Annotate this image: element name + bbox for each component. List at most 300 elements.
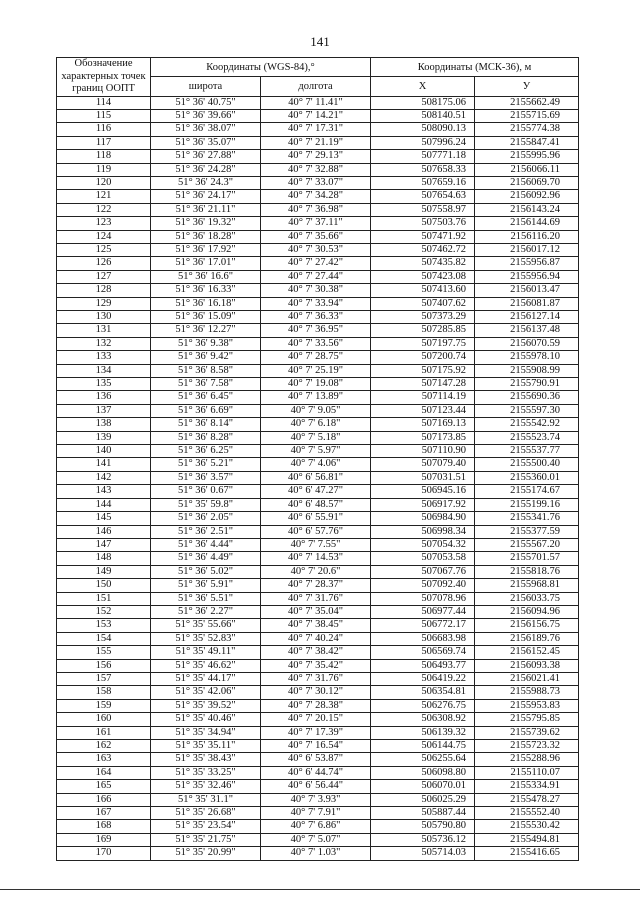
cell-x: 506984.90	[371, 512, 475, 525]
table-row	[57, 270, 579, 283]
cell-x: 507169.13	[371, 418, 475, 431]
cell-latitude: 51° 36' 21.11"	[151, 203, 261, 216]
cell-y: 2156081.87	[475, 297, 579, 310]
cell-y: 2155377.59	[475, 525, 579, 538]
cell-latitude: 51° 36' 6.69"	[151, 404, 261, 417]
cell-latitude: 51° 35' 46.62"	[151, 659, 261, 672]
cell-y: 2155523.74	[475, 431, 579, 444]
cell-latitude: 51° 35' 35.11"	[151, 740, 261, 753]
cell-x: 507423.08	[371, 270, 475, 283]
cell-x: 507503.76	[371, 217, 475, 230]
cell-point: 131	[57, 324, 151, 337]
cell-point: 118	[57, 150, 151, 163]
cell-y: 2155662.49	[475, 96, 579, 109]
cell-point: 124	[57, 230, 151, 243]
table-row	[57, 726, 579, 739]
cell-latitude: 51° 35' 31.1"	[151, 793, 261, 806]
cell-point: 141	[57, 458, 151, 471]
cell-point: 150	[57, 579, 151, 592]
cell-y: 2155334.91	[475, 780, 579, 793]
cell-latitude: 51° 36' 7.58"	[151, 378, 261, 391]
cell-point: 154	[57, 632, 151, 645]
cell-point: 156	[57, 659, 151, 672]
cell-longitude: 40° 7' 38.42"	[261, 646, 371, 659]
cell-point: 138	[57, 418, 151, 431]
cell-longitude: 40° 7' 7.55"	[261, 538, 371, 551]
table-row	[57, 565, 579, 578]
cell-x: 507054.32	[371, 538, 475, 551]
cell-longitude: 40° 7' 36.95"	[261, 324, 371, 337]
cell-longitude: 40° 7' 33.56"	[261, 337, 371, 350]
cell-point: 115	[57, 109, 151, 122]
cell-latitude: 51° 36' 40.75"	[151, 96, 261, 109]
cell-latitude: 51° 35' 42.06"	[151, 686, 261, 699]
cell-x: 507147.28	[371, 378, 475, 391]
cell-longitude: 40° 6' 48.57"	[261, 498, 371, 511]
cell-x: 507462.72	[371, 243, 475, 256]
cell-longitude: 40° 6' 44.74"	[261, 766, 371, 779]
cell-longitude: 40° 6' 47.27"	[261, 485, 371, 498]
table-row	[57, 793, 579, 806]
table-body	[57, 96, 579, 860]
cell-y: 2155500.40	[475, 458, 579, 471]
cell-latitude: 51° 35' 20.99"	[151, 847, 261, 860]
cell-y: 2156021.41	[475, 672, 579, 685]
cell-point: 165	[57, 780, 151, 793]
cell-y: 2155701.57	[475, 552, 579, 565]
table-row	[57, 243, 579, 256]
table-row	[57, 646, 579, 659]
cell-longitude: 40° 7' 25.19"	[261, 364, 371, 377]
table-row	[57, 163, 579, 176]
cell-latitude: 51° 36' 27.88"	[151, 150, 261, 163]
table-row	[57, 136, 579, 149]
cell-longitude: 40° 7' 5.97"	[261, 445, 371, 458]
cell-x: 507079.40	[371, 458, 475, 471]
cell-longitude: 40° 7' 28.75"	[261, 351, 371, 364]
table-row	[57, 485, 579, 498]
header-longitude: долгота	[261, 77, 371, 96]
cell-longitude: 40° 7' 6.18"	[261, 418, 371, 431]
table-row	[57, 847, 579, 860]
cell-y: 2155110.07	[475, 766, 579, 779]
cell-point: 169	[57, 833, 151, 846]
cell-latitude: 51° 36' 2.05"	[151, 512, 261, 525]
table-row	[57, 123, 579, 136]
table-row	[57, 525, 579, 538]
cell-y: 2155478.27	[475, 793, 579, 806]
cell-y: 2155530.42	[475, 820, 579, 833]
cell-y: 2155790.91	[475, 378, 579, 391]
table-row	[57, 445, 579, 458]
cell-y: 2156137.48	[475, 324, 579, 337]
cell-x: 506493.77	[371, 659, 475, 672]
cell-latitude: 51° 35' 21.75"	[151, 833, 261, 846]
table-row	[57, 807, 579, 820]
cell-x: 507471.92	[371, 230, 475, 243]
table-row	[57, 619, 579, 632]
cell-point: 125	[57, 243, 151, 256]
cell-point: 153	[57, 619, 151, 632]
cell-point: 166	[57, 793, 151, 806]
cell-longitude: 40° 7' 17.39"	[261, 726, 371, 739]
table-row	[57, 378, 579, 391]
table-row	[57, 780, 579, 793]
table-row	[57, 672, 579, 685]
table-row	[57, 337, 579, 350]
table-row	[57, 190, 579, 203]
table-row	[57, 659, 579, 672]
cell-x: 508175.06	[371, 96, 475, 109]
cell-latitude: 51° 36' 5.91"	[151, 579, 261, 592]
cell-x: 506255.64	[371, 753, 475, 766]
cell-point: 140	[57, 445, 151, 458]
table-row	[57, 579, 579, 592]
table-row	[57, 431, 579, 444]
cell-latitude: 51° 35' 55.66"	[151, 619, 261, 632]
table-row	[57, 820, 579, 833]
cell-y: 2156156.75	[475, 619, 579, 632]
cell-y: 2155690.36	[475, 391, 579, 404]
cell-latitude: 51° 36' 24.28"	[151, 163, 261, 176]
cell-longitude: 40° 7' 29.13"	[261, 150, 371, 163]
cell-longitude: 40° 7' 27.42"	[261, 257, 371, 270]
cell-x: 506977.44	[371, 605, 475, 618]
cell-x: 506098.80	[371, 766, 475, 779]
cell-x: 506683.98	[371, 632, 475, 645]
table-row	[57, 740, 579, 753]
cell-point: 148	[57, 552, 151, 565]
cell-point: 117	[57, 136, 151, 149]
cell-x: 507659.16	[371, 176, 475, 189]
cell-latitude: 51° 36' 19.32"	[151, 217, 261, 230]
cell-latitude: 51° 36' 4.49"	[151, 552, 261, 565]
cell-y: 2155968.81	[475, 579, 579, 592]
cell-x: 506070.01	[371, 780, 475, 793]
cell-point: 120	[57, 176, 151, 189]
cell-x: 507175.92	[371, 364, 475, 377]
cell-y: 2155995.96	[475, 150, 579, 163]
cell-latitude: 51° 35' 40.46"	[151, 713, 261, 726]
cell-x: 506917.92	[371, 498, 475, 511]
table-row	[57, 512, 579, 525]
cell-y: 2155818.76	[475, 565, 579, 578]
cell-point: 122	[57, 203, 151, 216]
cell-x: 506144.75	[371, 740, 475, 753]
header-x: X	[371, 77, 475, 96]
cell-y: 2155956.94	[475, 270, 579, 283]
cell-longitude: 40° 7' 20.15"	[261, 713, 371, 726]
cell-x: 506139.32	[371, 726, 475, 739]
cell-longitude: 40° 7' 35.66"	[261, 230, 371, 243]
cell-point: 123	[57, 217, 151, 230]
cell-point: 133	[57, 351, 151, 364]
cell-point: 157	[57, 672, 151, 685]
cell-y: 2155723.32	[475, 740, 579, 753]
cell-x: 505887.44	[371, 807, 475, 820]
cell-longitude: 40° 7' 28.38"	[261, 699, 371, 712]
cell-point: 130	[57, 311, 151, 324]
cell-point: 116	[57, 123, 151, 136]
cell-longitude: 40° 7' 33.94"	[261, 297, 371, 310]
cell-longitude: 40° 7' 21.19"	[261, 136, 371, 149]
cell-point: 121	[57, 190, 151, 203]
cell-longitude: 40° 7' 5.18"	[261, 431, 371, 444]
cell-x: 507996.24	[371, 136, 475, 149]
cell-point: 139	[57, 431, 151, 444]
cell-x: 507200.74	[371, 351, 475, 364]
cell-latitude: 51° 36' 3.57"	[151, 471, 261, 484]
cell-y: 2156093.38	[475, 659, 579, 672]
header-msk: Координаты (МСК-36), м	[371, 58, 579, 77]
cell-x: 507031.51	[371, 471, 475, 484]
cell-x: 507053.58	[371, 552, 475, 565]
cell-x: 506569.74	[371, 646, 475, 659]
cell-y: 2155341.76	[475, 512, 579, 525]
cell-latitude: 51° 36' 24.17"	[151, 190, 261, 203]
cell-point: 144	[57, 498, 151, 511]
cell-x: 507110.90	[371, 445, 475, 458]
cell-point: 158	[57, 686, 151, 699]
cell-longitude: 40° 7' 27.44"	[261, 270, 371, 283]
cell-latitude: 51° 36' 16.33"	[151, 284, 261, 297]
cell-point: 132	[57, 337, 151, 350]
cell-x: 507114.19	[371, 391, 475, 404]
cell-x: 506998.34	[371, 525, 475, 538]
cell-y: 2156116.20	[475, 230, 579, 243]
cell-longitude: 40° 7' 30.12"	[261, 686, 371, 699]
table-row	[57, 257, 579, 270]
cell-latitude: 51° 36' 2.51"	[151, 525, 261, 538]
cell-point: 167	[57, 807, 151, 820]
table-row	[57, 498, 579, 511]
header-latitude: широта	[151, 77, 261, 96]
cell-y: 2155597.30	[475, 404, 579, 417]
cell-point: 143	[57, 485, 151, 498]
cell-y: 2156013.47	[475, 284, 579, 297]
cell-x: 507771.18	[371, 150, 475, 163]
table-row	[57, 351, 579, 364]
cell-y: 2156094.96	[475, 605, 579, 618]
cell-latitude: 51° 36' 38.07"	[151, 123, 261, 136]
cell-longitude: 40° 7' 14.53"	[261, 552, 371, 565]
cell-latitude: 51° 36' 9.42"	[151, 351, 261, 364]
cell-longitude: 40° 7' 35.04"	[261, 605, 371, 618]
cell-point: 129	[57, 297, 151, 310]
table-row	[57, 471, 579, 484]
table-row	[57, 632, 579, 645]
cell-y: 2155542.92	[475, 418, 579, 431]
cell-latitude: 51° 36' 39.66"	[151, 109, 261, 122]
cell-point: 134	[57, 364, 151, 377]
cell-latitude: 51° 35' 32.46"	[151, 780, 261, 793]
cell-longitude: 40° 7' 34.28"	[261, 190, 371, 203]
table-row	[57, 605, 579, 618]
cell-longitude: 40° 7' 9.05"	[261, 404, 371, 417]
cell-latitude: 51° 36' 12.27"	[151, 324, 261, 337]
table-row	[57, 404, 579, 417]
cell-y: 2156127.14	[475, 311, 579, 324]
cell-longitude: 40° 7' 28.37"	[261, 579, 371, 592]
cell-point: 137	[57, 404, 151, 417]
cell-latitude: 51° 35' 38.43"	[151, 753, 261, 766]
table-row	[57, 418, 579, 431]
cell-y: 2155908.99	[475, 364, 579, 377]
cell-longitude: 40° 7' 5.07"	[261, 833, 371, 846]
cell-y: 2155552.40	[475, 807, 579, 820]
cell-point: 128	[57, 284, 151, 297]
cell-y: 2155567.20	[475, 538, 579, 551]
cell-point: 162	[57, 740, 151, 753]
cell-longitude: 40° 7' 40.24"	[261, 632, 371, 645]
cell-x: 506419.22	[371, 672, 475, 685]
cell-longitude: 40° 7' 33.07"	[261, 176, 371, 189]
cell-x: 508090.13	[371, 123, 475, 136]
cell-longitude: 40° 7' 35.42"	[261, 659, 371, 672]
cell-point: 135	[57, 378, 151, 391]
cell-x: 508140.51	[371, 109, 475, 122]
table-row	[57, 713, 579, 726]
cell-point: 127	[57, 270, 151, 283]
cell-x: 507067.76	[371, 565, 475, 578]
cell-longitude: 40° 7' 19.08"	[261, 378, 371, 391]
cell-longitude: 40° 7' 13.89"	[261, 391, 371, 404]
cell-latitude: 51° 35' 39.52"	[151, 699, 261, 712]
cell-point: 146	[57, 525, 151, 538]
cell-x: 505790.80	[371, 820, 475, 833]
cell-latitude: 51° 36' 16.6"	[151, 270, 261, 283]
table-row	[57, 284, 579, 297]
cell-latitude: 51° 36' 15.09"	[151, 311, 261, 324]
cell-y: 2155847.41	[475, 136, 579, 149]
table-row	[57, 150, 579, 163]
cell-longitude: 40° 6' 56.44"	[261, 780, 371, 793]
table-row	[57, 458, 579, 471]
cell-longitude: 40° 7' 14.21"	[261, 109, 371, 122]
cell-y: 2156033.75	[475, 592, 579, 605]
cell-point: 142	[57, 471, 151, 484]
table-row	[57, 203, 579, 216]
table-row	[57, 324, 579, 337]
cell-latitude: 51° 35' 23.54"	[151, 820, 261, 833]
cell-y: 2156092.96	[475, 190, 579, 203]
cell-x: 506308.92	[371, 713, 475, 726]
cell-latitude: 51° 36' 0.67"	[151, 485, 261, 498]
cell-longitude: 40° 7' 30.53"	[261, 243, 371, 256]
page-number: 141	[310, 34, 330, 49]
cell-x: 507654.63	[371, 190, 475, 203]
cell-point: 147	[57, 538, 151, 551]
cell-latitude: 51° 36' 18.28"	[151, 230, 261, 243]
cell-y: 2155416.65	[475, 847, 579, 860]
cell-x: 506276.75	[371, 699, 475, 712]
cell-y: 2155174.67	[475, 485, 579, 498]
cell-longitude: 40° 7' 4.06"	[261, 458, 371, 471]
cell-longitude: 40° 7' 37.11"	[261, 217, 371, 230]
cell-x: 506354.81	[371, 686, 475, 699]
cell-y: 2155360.01	[475, 471, 579, 484]
cell-y: 2155774.38	[475, 123, 579, 136]
cell-latitude: 51° 35' 33.25"	[151, 766, 261, 779]
cell-latitude: 51° 35' 59.8"	[151, 498, 261, 511]
cell-y: 2155795.85	[475, 713, 579, 726]
cell-longitude: 40° 6' 53.87"	[261, 753, 371, 766]
cell-longitude: 40° 6' 57.76"	[261, 525, 371, 538]
cell-x: 507407.62	[371, 297, 475, 310]
cell-longitude: 40° 7' 20.6"	[261, 565, 371, 578]
cell-y: 2155288.96	[475, 753, 579, 766]
cell-x: 507413.60	[371, 284, 475, 297]
table-row	[57, 552, 579, 565]
cell-longitude: 40° 7' 16.54"	[261, 740, 371, 753]
table-row	[57, 538, 579, 551]
cell-latitude: 51° 35' 52.83"	[151, 632, 261, 645]
cell-y: 2156017.12	[475, 243, 579, 256]
cell-y: 2155739.62	[475, 726, 579, 739]
cell-latitude: 51° 36' 8.58"	[151, 364, 261, 377]
header-wgs: Координаты (WGS-84),°	[151, 58, 371, 77]
cell-point: 160	[57, 713, 151, 726]
cell-point: 164	[57, 766, 151, 779]
cell-longitude: 40° 7' 38.45"	[261, 619, 371, 632]
cell-longitude: 40° 7' 6.86"	[261, 820, 371, 833]
cell-longitude: 40° 7' 1.03"	[261, 847, 371, 860]
cell-y: 2156069.70	[475, 176, 579, 189]
cell-latitude: 51° 36' 9.38"	[151, 337, 261, 350]
cell-longitude: 40° 7' 30.38"	[261, 284, 371, 297]
table-row	[57, 109, 579, 122]
cell-longitude: 40° 7' 31.76"	[261, 592, 371, 605]
cell-latitude: 51° 36' 17.92"	[151, 243, 261, 256]
table-row	[57, 391, 579, 404]
cell-point: 168	[57, 820, 151, 833]
table-row	[57, 96, 579, 109]
cell-y: 2156152.45	[475, 646, 579, 659]
cell-y: 2155715.69	[475, 109, 579, 122]
cell-point: 136	[57, 391, 151, 404]
table-row	[57, 686, 579, 699]
cell-longitude: 40° 7' 7.91"	[261, 807, 371, 820]
cell-longitude: 40° 7' 17.31"	[261, 123, 371, 136]
cell-latitude: 51° 36' 17.01"	[151, 257, 261, 270]
table-row	[57, 833, 579, 846]
cell-x: 507373.29	[371, 311, 475, 324]
cell-y: 2156189.76	[475, 632, 579, 645]
cell-point: 126	[57, 257, 151, 270]
table-row	[57, 230, 579, 243]
cell-longitude: 40° 7' 31.76"	[261, 672, 371, 685]
cell-x: 507658.33	[371, 163, 475, 176]
cell-point: 159	[57, 699, 151, 712]
cell-point: 163	[57, 753, 151, 766]
cell-x: 507197.75	[371, 337, 475, 350]
cell-longitude: 40° 6' 55.91"	[261, 512, 371, 525]
cell-longitude: 40° 7' 3.93"	[261, 793, 371, 806]
footer-rule	[0, 889, 640, 890]
cell-latitude: 51° 35' 44.17"	[151, 672, 261, 685]
cell-latitude: 51° 36' 16.18"	[151, 297, 261, 310]
header-y: У	[475, 77, 579, 96]
cell-latitude: 51° 36' 5.02"	[151, 565, 261, 578]
cell-y: 2155494.81	[475, 833, 579, 846]
cell-point: 145	[57, 512, 151, 525]
cell-latitude: 51° 36' 6.45"	[151, 391, 261, 404]
table-row	[57, 766, 579, 779]
table-row	[57, 753, 579, 766]
header-point: Обозначение характерных точек границ ООПТ	[57, 58, 151, 97]
cell-latitude: 51° 36' 8.14"	[151, 418, 261, 431]
cell-point: 114	[57, 96, 151, 109]
